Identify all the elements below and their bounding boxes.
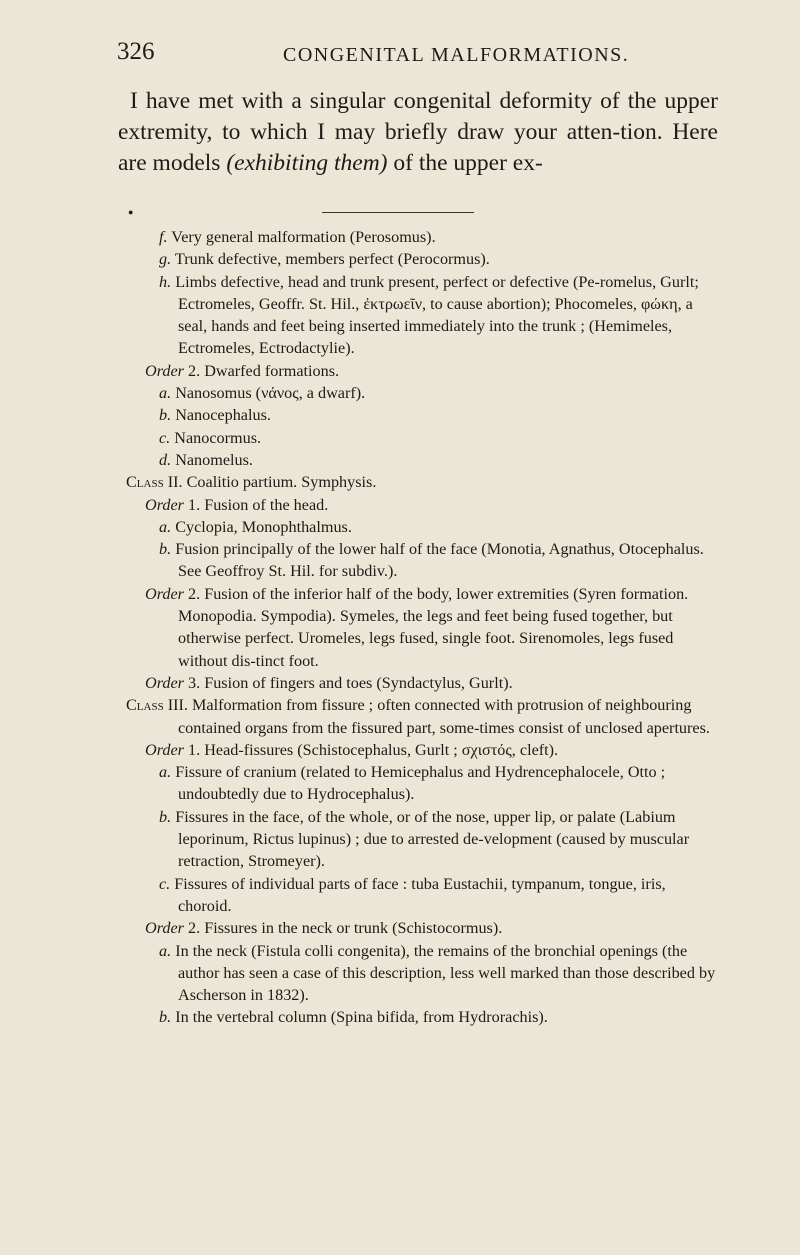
entry-text: 2. Fissures in the neck or trunk (Schistocormus). [183, 919, 503, 938]
entry-label: Order [145, 919, 184, 938]
classification-entry [126, 1006, 718, 1028]
classification-entry [126, 538, 718, 583]
entry-text: Nanomelus. [171, 450, 253, 469]
classification-entry [126, 471, 718, 493]
entry-label: c. [159, 874, 171, 893]
entry-text: Fissures in the face, of the whole, or of the nose, upper lip, or palate (Labium leporinum, Rictus lupinus) ; due to arrested de-velopment (caused by muscular retraction, Stromeyer). [171, 807, 690, 871]
entry-text: Fissure of cranium (related to Hemicephalus and Hydrencephalocele, Otto ; undoubtedly due to Hydrocephalus). [171, 763, 666, 804]
classification-footnote [126, 226, 718, 1029]
entry-label: Class [126, 473, 164, 492]
entry-label: b. [159, 807, 172, 826]
entry-text: 2. Fusion of the inferior half of the body, lower extremities (Syren formation. Monopodia. Sympodia). Symeles, the legs and feet being fused together, but otherwise perfect. Uromeles, legs fused, single foot. Sirenomoles, legs fused without dis-tinct foot. [178, 584, 689, 670]
entry-text: Nanocormus. [170, 428, 262, 447]
entry-label: h. [159, 272, 172, 291]
intro-text-start: I have met with a singular congenital deformity of the upper extremity, to which I may briefly draw your atten-tion. Here are models [118, 88, 718, 176]
running-title: CONGENITAL MALFORMATIONS. [283, 44, 630, 66]
classification-entry [126, 382, 718, 404]
classification-entry [126, 806, 718, 873]
classification-entry [126, 494, 718, 516]
classification-entry [126, 271, 718, 360]
entry-text: Fissures of individual parts of face : tuba Eustachii, tympanum, tongue, iris, choroid. [170, 874, 666, 915]
entry-text: Limbs defective, head and trunk present, perfect or defective (Pe-romelus, Gurlt; Ectromeles, Geoffr. St. Hil., ἐκτρωεῖν, to cause abortion); Phocomeles, φώκη, a seal, hands and feet being inserted immediately into the trunk ; (Hemimeles, Ectromeles, Ectrodactylie). [171, 272, 699, 358]
entry-text: Cyclopia, Monophthalmus. [171, 517, 352, 536]
entry-text: 3. Fusion of fingers and toes (Syndactylus, Gurlt). [183, 673, 513, 692]
entry-label: b. [159, 1008, 172, 1027]
entry-text: 1. Head-fissures (Schistocephalus, Gurlt ; σχιστός, cleft). [183, 740, 559, 759]
entry-label: Order [145, 584, 184, 603]
intro-text-italic: (exhibiting them) [226, 150, 388, 176]
entry-text: Fusion principally of the lower half of the face (Monotia, Agnathus, Otocephalus. See Geoffroy St. Hil. for subdiv.). [171, 540, 704, 581]
intro-paragraph [118, 86, 718, 179]
entry-label: c. [159, 428, 171, 447]
entry-label: g. [159, 250, 172, 269]
entry-text: Nanosomus (νάνος, a dwarf). [171, 384, 366, 403]
classification-entry [126, 248, 718, 270]
classification-entry [126, 226, 718, 248]
entry-text: Trunk defective, members perfect (Perocormus). [171, 250, 490, 269]
classification-entry [126, 360, 718, 382]
entry-text: III. Malformation from fissure ; often connected with protrusion of neighbouring contained organs from the fissured part, some-times consist of unclosed apertures. [163, 696, 710, 737]
entry-label: Order [145, 361, 184, 380]
classification-entry [126, 449, 718, 471]
entry-text: Very general malformation (Perosomus). [167, 228, 436, 246]
page-header [117, 38, 740, 78]
entry-label: a. [159, 517, 172, 536]
entry-text: Nanocephalus. [171, 406, 271, 425]
classification-entry [126, 761, 718, 806]
classification-entry [126, 873, 718, 918]
classification-entry [126, 672, 718, 694]
classification-entry [126, 427, 718, 449]
intro-text-end: of the upper ex- [387, 150, 543, 176]
entry-label: a. [159, 763, 172, 782]
classification-entry [126, 739, 718, 761]
classification-entry [126, 694, 718, 739]
entry-label: a. [159, 941, 172, 960]
entry-label: Class [126, 696, 164, 715]
entry-text: 2. Dwarfed formations. [183, 361, 340, 380]
classification-entry [126, 583, 718, 672]
entry-label: Order [145, 740, 184, 759]
classification-entry [126, 516, 718, 538]
entry-label: Order [145, 673, 184, 692]
entry-text: II. Coalitio partium. Symphysis. [163, 473, 377, 492]
page-number: 326 [117, 38, 155, 65]
classification-entry [126, 917, 718, 939]
bullet-mark: ● [128, 207, 134, 217]
entry-label: Order [145, 495, 184, 514]
entry-label: d. [159, 450, 172, 469]
entry-label: b. [159, 406, 172, 425]
classification-entry [126, 940, 718, 1007]
entry-label: f. [159, 228, 168, 246]
entry-label: a. [159, 384, 172, 403]
footnote-rule [322, 212, 474, 213]
classification-entry [126, 404, 718, 426]
entry-text: In the neck (Fistula colli congenita), the remains of the bronchial openings (the author has seen a case of this description, less well marked than those described by Ascherson in 1832). [171, 941, 716, 1005]
entry-text: 1. Fusion of the head. [183, 495, 329, 514]
entry-text: In the vertebral column (Spina bifida, from Hydrorachis). [171, 1008, 548, 1027]
entry-label: b. [159, 540, 172, 559]
